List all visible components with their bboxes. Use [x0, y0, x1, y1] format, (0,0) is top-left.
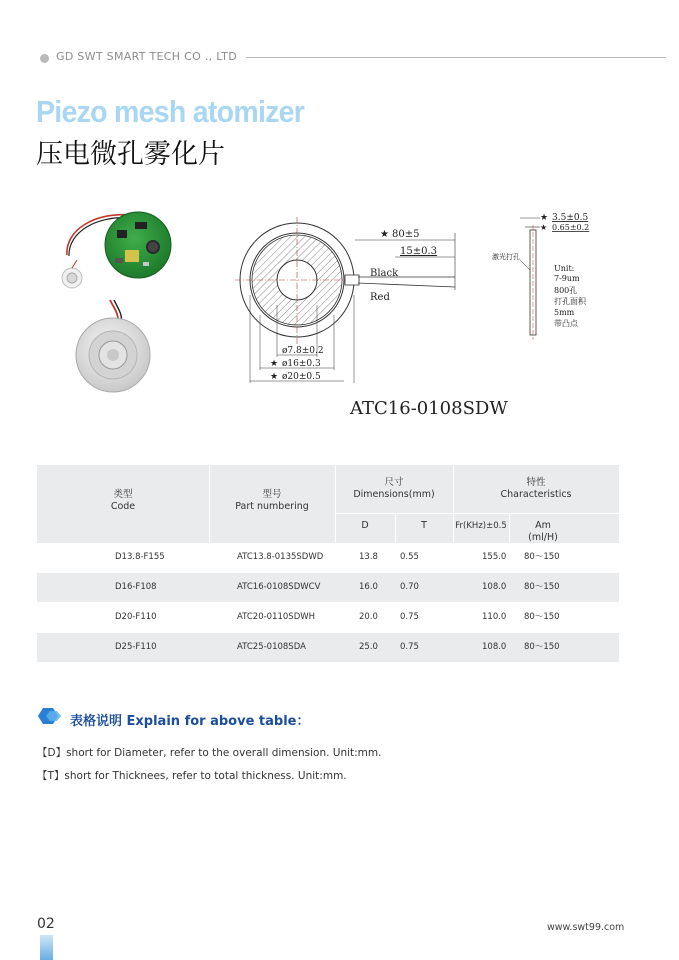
cell-t: 0.75 — [400, 612, 419, 622]
cell-t: 0.70 — [400, 582, 419, 592]
header-part: 型号 Part numbering — [235, 489, 309, 512]
table-header — [37, 465, 619, 543]
technical-drawing — [230, 205, 640, 395]
cell-code: D13.8-F155 — [115, 552, 165, 562]
page-number: 02 — [37, 916, 55, 932]
unit-line-2: 7-9um — [554, 274, 580, 283]
table-row — [37, 573, 619, 603]
model-caption: ATC16-0108SDW — [350, 398, 508, 419]
company-name: GD SWT SMART TECH CO ., LTD — [56, 50, 237, 63]
cell-d: 13.8 — [359, 552, 378, 562]
svg-text:★: ★ — [540, 213, 549, 223]
cell-am: 80～150 — [524, 612, 560, 622]
cell-fr: 108.0 — [482, 582, 507, 592]
cell-part: ATC13.8-0135SDWD — [237, 552, 324, 562]
cell-part: ATC20-0110SDWH — [237, 612, 316, 622]
page-bar — [40, 935, 53, 960]
cell-fr: 108.0 — [482, 642, 507, 652]
header-t: T — [421, 520, 427, 531]
note-thickness: 【T】short for Thicknees, refer to total thickness. Unit:mm. — [37, 770, 347, 782]
unit-line-1: Unit: — [554, 264, 575, 273]
wire-black-label: Black — [370, 268, 399, 279]
dim-strip: 15±0.3 — [400, 246, 438, 257]
dim-t1: 3.5±0.5 — [552, 213, 589, 223]
header-code: 类型 Code — [110, 489, 136, 512]
cell-am: 80～150 — [524, 642, 560, 652]
cell-fr: 110.0 — [482, 612, 507, 622]
cell-d: 20.0 — [359, 612, 378, 622]
note-diameter: 【D】short for Diameter, refer to the overall dimension. Unit:mm. — [37, 747, 382, 759]
header-fr: Fr(KHz)±0.5 — [455, 521, 507, 531]
cell-code: D16-F108 — [115, 582, 157, 592]
svg-text:★: ★ — [270, 372, 279, 382]
hexagon-bullet-icon — [38, 707, 64, 725]
header-dot — [40, 54, 49, 63]
dim-d2: ø16±0.3 — [282, 359, 321, 369]
page-title-en: Piezo mesh atomizer — [36, 94, 305, 129]
cell-am: 80～150 — [524, 582, 560, 592]
laser-label: 激光打孔 — [492, 253, 520, 261]
header-characteristics: 特性 Characteristics — [500, 477, 572, 500]
svg-text:★: ★ — [380, 229, 389, 240]
cell-t: 0.55 — [400, 552, 419, 562]
website-link[interactable]: www.swt99.com — [547, 922, 625, 933]
cell-code: D20-F110 — [115, 612, 157, 622]
dim-d3: ø20±0.5 — [282, 372, 321, 382]
spec-table — [37, 465, 619, 663]
dim-lead-length: 80±5 — [392, 229, 420, 240]
unit-line-4: 打孔面积 — [554, 297, 586, 306]
cell-code: D25-F110 — [115, 642, 157, 652]
header-dimensions: 尺寸 Dimensions(mm) — [353, 477, 435, 500]
table-row — [37, 543, 619, 573]
cell-am: 80～150 — [524, 552, 560, 562]
cell-part: ATC16-0108SDWCV — [237, 582, 321, 592]
svg-text:★: ★ — [540, 223, 548, 232]
wire-red-label: Red — [370, 292, 390, 303]
cell-t: 0.75 — [400, 642, 419, 652]
table-row — [37, 633, 619, 663]
unit-line-6: 带凸点 — [554, 319, 578, 328]
dim-d1: ø7.8±0.2 — [282, 346, 324, 356]
cell-fr: 155.0 — [482, 552, 507, 562]
cell-part: ATC25-0108SDA — [237, 642, 306, 652]
header-d: D — [361, 520, 369, 531]
header-divider — [246, 57, 666, 58]
header-am: Am (ml/H) — [528, 520, 558, 543]
unit-line-3: 800孔 — [554, 286, 578, 295]
page-title-cn: 压电微孔雾化片 — [36, 139, 225, 170]
cell-d: 25.0 — [359, 642, 378, 652]
explain-title: 表格说明 Explain for above table： — [70, 714, 310, 729]
dim-t2: 0.65±0.2 — [552, 223, 590, 232]
table-row — [37, 603, 619, 633]
cell-d: 16.0 — [359, 582, 378, 592]
svg-text:★: ★ — [270, 359, 279, 369]
product-photo — [55, 200, 185, 430]
unit-line-5: 5mm — [554, 308, 575, 317]
